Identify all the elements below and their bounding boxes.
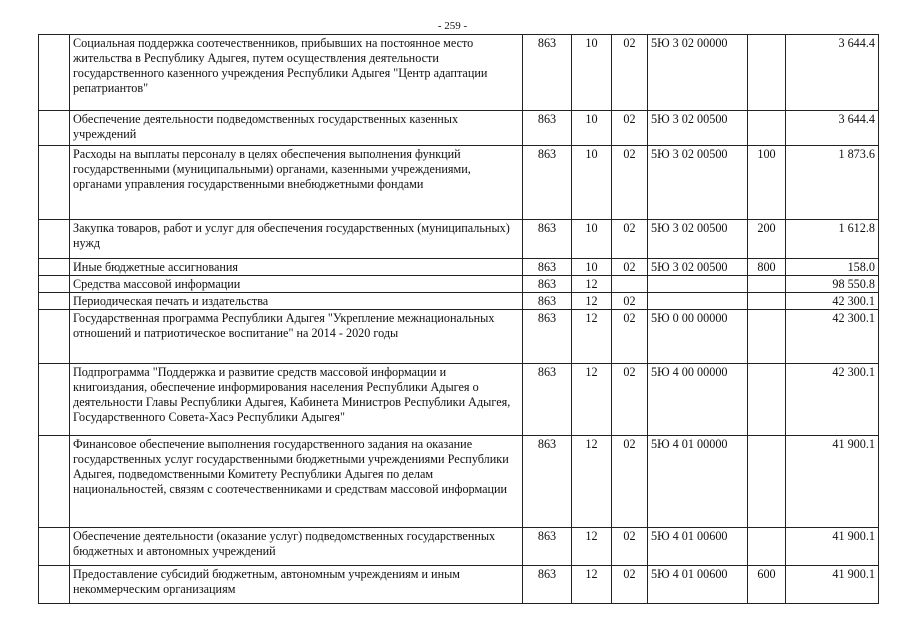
subsection-code: 02 [612, 436, 648, 528]
subsection-code: 02 [612, 364, 648, 436]
subsection-code: 02 [612, 146, 648, 220]
row-name: Подпрограмма "Поддержка и развитие средств массовой информации и книгоиздания, обеспечение информирования населения Республики Адыгея о деятельности Главы Республики Адыгея, Кабинета Министров Республики Адыгея, Государственного Совета-Хасэ Республики Адыгея" [70, 364, 523, 436]
table-row [39, 293, 879, 310]
budget-table [38, 34, 879, 604]
amount: 42 300.1 [786, 293, 879, 310]
expense-type [748, 35, 786, 111]
amount: 1 612.8 [786, 220, 879, 259]
table-row [39, 436, 879, 528]
target-article: 5Ю 4 01 00000 [648, 436, 748, 528]
row-name: Обеспечение деятельности подведомственных государственных казенных учреждений [70, 111, 523, 146]
target-article [648, 293, 748, 310]
target-article: 5Ю 4 01 00600 [648, 566, 748, 604]
target-article: 5Ю 3 02 00500 [648, 146, 748, 220]
ministry-code: 863 [523, 528, 572, 566]
subsection-code: 02 [612, 293, 648, 310]
ministry-code: 863 [523, 220, 572, 259]
expense-type [748, 528, 786, 566]
section-code: 10 [572, 111, 612, 146]
table-row [39, 364, 879, 436]
target-article: 5Ю 0 00 00000 [648, 310, 748, 364]
row-name: Периодическая печать и издательства [70, 293, 523, 310]
amount: 42 300.1 [786, 310, 879, 364]
section-code: 10 [572, 259, 612, 276]
index-cell [39, 310, 70, 364]
ministry-code: 863 [523, 436, 572, 528]
row-name: Государственная программа Республики Адыгея "Укрепление межнациональных отношений и патриотическое воспитание" на 2014 - 2020 годы [70, 310, 523, 364]
ministry-code: 863 [523, 276, 572, 293]
index-cell [39, 35, 70, 111]
target-article: 5Ю 3 02 00500 [648, 259, 748, 276]
index-cell [39, 528, 70, 566]
expense-type [748, 276, 786, 293]
row-name: Финансовое обеспечение выполнения государственного задания на оказание государственных услуг государственными бюджетными учреждениями Республики Адыгея, подведомственными Комитету Республики Адыгея по делам национальностей, связям с соотечественниками и средствам массовой информации [70, 436, 523, 528]
row-name: Предоставление субсидий бюджетным, автономным учреждениям и иным некоммерческим организациям [70, 566, 523, 604]
table-row [39, 146, 879, 220]
section-code: 10 [572, 146, 612, 220]
section-code: 12 [572, 364, 612, 436]
table-row [39, 220, 879, 259]
row-name: Закупка товаров, работ и услуг для обеспечения государственных (муниципальных) нужд [70, 220, 523, 259]
expense-type [748, 111, 786, 146]
subsection-code [612, 276, 648, 293]
target-article: 5Ю 3 02 00500 [648, 111, 748, 146]
index-cell [39, 111, 70, 146]
expense-type: 200 [748, 220, 786, 259]
section-code: 12 [572, 310, 612, 364]
row-name: Расходы на выплаты персоналу в целях обеспечения выполнения функций государственными (муниципальными) органами, казенными учреждениями, органами управления государственными внебюджетными фондами [70, 146, 523, 220]
page-number: - 259 - [437, 20, 468, 32]
index-cell [39, 436, 70, 528]
index-cell [39, 364, 70, 436]
subsection-code: 02 [612, 35, 648, 111]
amount: 41 900.1 [786, 566, 879, 604]
ministry-code: 863 [523, 259, 572, 276]
amount: 41 900.1 [786, 528, 879, 566]
target-article: 5Ю 4 01 00600 [648, 528, 748, 566]
table-row [39, 276, 879, 293]
table-row [39, 111, 879, 146]
target-article: 5Ю 3 02 00500 [648, 220, 748, 259]
row-name: Средства массовой информации [70, 276, 523, 293]
ministry-code: 863 [523, 111, 572, 146]
table-row [39, 566, 879, 604]
section-code: 12 [572, 528, 612, 566]
table-row [39, 310, 879, 364]
index-cell [39, 293, 70, 310]
section-code: 12 [572, 436, 612, 528]
subsection-code: 02 [612, 220, 648, 259]
ministry-code: 863 [523, 566, 572, 604]
section-code: 10 [572, 35, 612, 111]
index-cell [39, 259, 70, 276]
ministry-code: 863 [523, 364, 572, 436]
index-cell [39, 566, 70, 604]
table-row [39, 528, 879, 566]
ministry-code: 863 [523, 293, 572, 310]
expense-type: 600 [748, 566, 786, 604]
target-article [648, 276, 748, 293]
subsection-code: 02 [612, 111, 648, 146]
subsection-code: 02 [612, 310, 648, 364]
amount: 1 873.6 [786, 146, 879, 220]
index-cell [39, 220, 70, 259]
expense-type [748, 436, 786, 528]
expense-type [748, 364, 786, 436]
subsection-code: 02 [612, 566, 648, 604]
amount: 42 300.1 [786, 364, 879, 436]
row-name: Социальная поддержка соотечественников, прибывших на постоянное место жительства в Республику Адыгея, путем осуществления деятельности государственного казенного учреждения Республики Адыгея "Центр адаптации репатриантов" [70, 35, 523, 111]
index-cell [39, 146, 70, 220]
section-code: 10 [572, 220, 612, 259]
amount: 3 644.4 [786, 111, 879, 146]
row-name: Обеспечение деятельности (оказание услуг) подведомственных государственных бюджетных и автономных учреждений [70, 528, 523, 566]
section-code: 12 [572, 293, 612, 310]
row-name: Иные бюджетные ассигнования [70, 259, 523, 276]
expense-type: 800 [748, 259, 786, 276]
table-row [39, 35, 879, 111]
expense-type [748, 293, 786, 310]
section-code: 12 [572, 276, 612, 293]
amount: 41 900.1 [786, 436, 879, 528]
expense-type [748, 310, 786, 364]
table-row [39, 259, 879, 276]
target-article: 5Ю 3 02 00000 [648, 35, 748, 111]
ministry-code: 863 [523, 35, 572, 111]
ministry-code: 863 [523, 310, 572, 364]
amount: 98 550.8 [786, 276, 879, 293]
expense-type: 100 [748, 146, 786, 220]
ministry-code: 863 [523, 146, 572, 220]
subsection-code: 02 [612, 259, 648, 276]
amount: 3 644.4 [786, 35, 879, 111]
target-article: 5Ю 4 00 00000 [648, 364, 748, 436]
subsection-code: 02 [612, 528, 648, 566]
index-cell [39, 276, 70, 293]
amount: 158.0 [786, 259, 879, 276]
section-code: 12 [572, 566, 612, 604]
